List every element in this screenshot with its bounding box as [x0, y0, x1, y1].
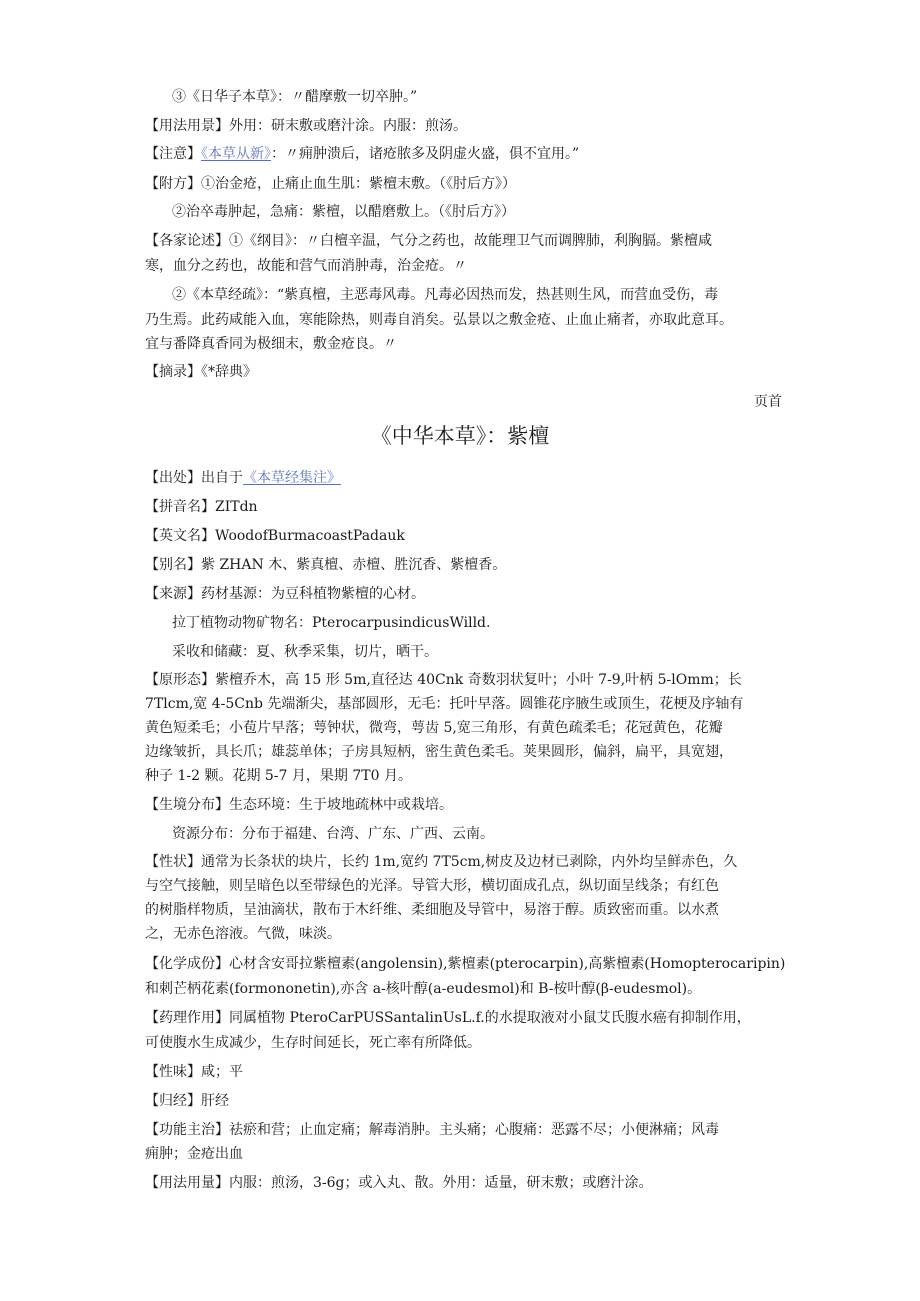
commentary-paragraph: [145, 232, 797, 250]
morphology-line-3: 黄色短柔毛；小苞片早落；萼钟状，微弯，萼齿 5,宽三角形，有黄色疏柔毛；花冠黄色，花瓣: [145, 720, 723, 736]
chemistry-line-1: 心材含安哥拉紫檀素(angolensin),紫檀素(pterocarpin),高紫檀素(Homopterocaripin): [229, 956, 786, 972]
commentary-2-line-2: 乃生焉。此药咸能入血，寒能除热，则毒自消矣。弘景以之敷金疮、止血止痛者，亦取此意耳。: [145, 312, 733, 328]
prescription-item-2: ②治卒毒肿起，急痛：紫檀，以醋磨敷上。（《肘后方》）: [172, 204, 515, 220]
pharmacology-paragraph: [145, 1009, 797, 1027]
caution-paragraph: [145, 145, 795, 163]
origin-paragraph: [145, 585, 795, 603]
taste-paragraph: [145, 1063, 795, 1081]
properties-line-1: 通常为长条状的块片，长约 1m,宽约 7T5cm,树皮及边材已剥除，内外均呈鲜赤色，久: [201, 854, 738, 870]
english-name-paragraph: [145, 527, 795, 545]
usage-text: 外用：研末敷或磨汁涂。内服：煎汤。: [229, 118, 467, 134]
habitat-text: 生态环境：生于坡地疏林中或栽培。: [229, 797, 453, 813]
properties-line-3: 的树脂样物质，呈油滴状，散布于木纤维、柔细胞及导管中，易溶于醇。质致密而重。以水煮: [145, 902, 719, 918]
rihua-quote: ③《日华子本草》：〃醋摩敷一切卒肿。”: [172, 89, 418, 105]
functions-label: 【功能主治】: [145, 1122, 229, 1138]
functions-line-2: 痈肿；金疮出血: [145, 1146, 243, 1162]
section-title: 《中华本草》：紫檀: [370, 424, 550, 448]
chemistry-label: 【化学成份】: [145, 956, 229, 972]
prescription-label: 【附方】: [145, 176, 201, 192]
pinyin-text: ZITdn: [215, 499, 258, 515]
prescription-item-1: ①治金疮，止痛止血生肌：紫檀末敷。（《肘后方》）: [201, 176, 516, 192]
commentary-1-line-2: 寒，血分之药也，故能和营气而消肿毒，治金疮。〃: [145, 258, 467, 274]
prescription-paragraph: [145, 175, 795, 193]
latin-name: 拉丁植物动物矿物名：PterocarpusindicusWilld.: [172, 615, 491, 631]
commentary-2-line-3: 宜与番降真香同为极细末，敷金疮良。〃: [145, 336, 397, 352]
usage-label: 【用法用景】: [145, 118, 229, 134]
alias-text: 紫 ZHAN 木、紫真檀、赤檀、胜沉香、紫檀香。: [201, 557, 507, 573]
taste-text: 咸；平: [201, 1064, 243, 1080]
distribution-text: 资源分布：分布于福建、台湾、广东、广西、云南。: [172, 826, 494, 842]
meridian-label: 【归经】: [145, 1093, 201, 1109]
chemistry-line-2: 和刺芒柄花素(formononetin),亦含 a-核叶醇(a-eudesmol)和 B-桉叶醇(β-eudesmol)。: [145, 981, 702, 997]
taste-label: 【性味】: [145, 1064, 201, 1080]
functions-paragraph: [145, 1121, 797, 1139]
pinyin-paragraph: [145, 498, 795, 516]
functions-line-1: 祛瘀和营；止血定痛；解毒消肿。主头痛；心腹痛：恶露不尽；小便淋痛；风毒: [229, 1122, 719, 1138]
caution-text: ：〃痈肿溃后，诸疮脓多及阴虚火盛，俱不宜用。”: [271, 146, 580, 162]
commentary-label: 【各家论述】: [145, 233, 229, 249]
origin-label: 【来源】: [145, 586, 201, 602]
source-paragraph: [145, 469, 795, 487]
pharmacology-line-1: 同属植物 PteroCarPUSSantalinUsL.f.的水提取液对小鼠艾氏腹水癌有抑制作用，: [229, 1010, 751, 1026]
source-label: 【出处】: [145, 470, 201, 486]
back-to-top-link[interactable]: 页首: [754, 394, 782, 410]
english-name-text: WoodofBurmacoastPadauk: [215, 528, 405, 544]
commentary-2-line-1: ②《本草经疏》：“紫真檀，主恶毒风毒。凡毒必因热而发，热甚则生风，而营血受伤，毒: [172, 287, 719, 303]
morphology-line-2: 7Tlcm,宽 4-5Cnb 先端渐尖，基部圆形，无毛：托叶早落。圆锥花序腋生或顶生，花梗及序轴有: [145, 696, 744, 712]
meridian-paragraph: [145, 1092, 795, 1110]
alias-label: 【别名】: [145, 557, 201, 573]
usage-paragraph: [145, 117, 795, 135]
properties-paragraph: [145, 853, 797, 871]
morphology-line-1: 紫檀乔木，高 15 形 5m,直径达 40Cnk 奇数羽状复叶；小叶 7-9,叶柄 5-lOmm；长: [215, 672, 742, 688]
habitat-label: 【生境分布】: [145, 797, 229, 813]
alias-paragraph: [145, 556, 795, 574]
pharmacology-label: 【药理作用】: [145, 1010, 229, 1026]
properties-line-2: 与空气接触，则呈暗色以至带绿色的光泽。导管大形，横切面成孔点，纵切面呈线条；有红色: [145, 878, 719, 894]
habitat-paragraph: [145, 796, 795, 814]
excerpt-paragraph: [145, 363, 795, 381]
english-name-label: 【英文名】: [145, 528, 215, 544]
morphology-label: 【原形态】: [145, 672, 215, 688]
excerpt-label: 【摘录】: [145, 364, 201, 380]
morphology-line-5: 种子 1-2 颗。花期 5-7 月，果期 7T0 月。: [145, 768, 412, 784]
chemistry-paragraph: [145, 955, 797, 973]
harvest-storage: 采收和储藏：夏、秋季采集，切片，晒干。: [172, 644, 438, 660]
pharmacology-line-2: 可使腹水生成减少，生存时间延长，死亡率有所降低。: [145, 1035, 481, 1051]
caution-label: 【注意】: [145, 146, 201, 162]
meridian-text: 肝经: [201, 1093, 229, 1109]
excerpt-text: 《*辞典》: [201, 364, 257, 380]
bencao-congxin-link[interactable]: 《本草从新》: [201, 146, 271, 162]
morphology-paragraph: [145, 671, 797, 689]
properties-line-4: 之，无赤色溶液。气微，味淡。: [145, 926, 341, 942]
dosage-text: 内服：煎汤，3-6g；或入丸、散。外用：适量，研末敷；或磨汁涂。: [229, 1175, 653, 1191]
morphology-line-4: 边缘皱折，具长爪；雄蕊单体；子房具短柄，密生黄色柔毛。荚果圆形，偏斜，扁平，具宽翅，: [145, 744, 733, 760]
origin-text: 药材基源：为豆科植物紫檀的心材。: [201, 586, 425, 602]
dosage-label: 【用法用量】: [145, 1175, 229, 1191]
properties-label: 【性状】: [145, 854, 201, 870]
pinyin-label: 【拼音名】: [145, 499, 215, 515]
commentary-1-line-1: ①《纲目》：〃白檀辛温，气分之药也，故能理卫气而调脾肺，利胸膈。紫檀咸: [229, 233, 712, 249]
source-text: 出自于: [201, 470, 243, 486]
dosage-paragraph: [145, 1174, 795, 1192]
bencao-jingjizhu-link[interactable]: 《本草经集注》: [243, 470, 341, 486]
